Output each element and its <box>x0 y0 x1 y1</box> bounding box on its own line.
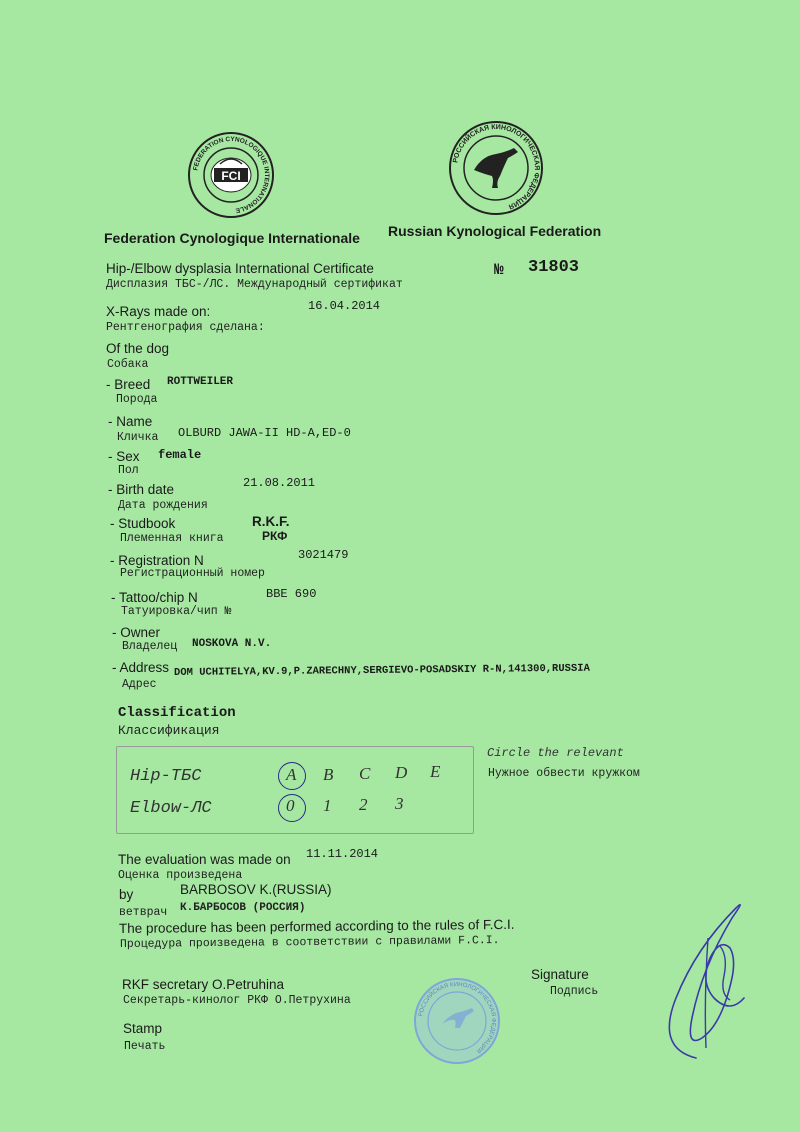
address-label-en: - Address <box>112 660 170 675</box>
birth-label-en: - Birth date <box>108 482 175 497</box>
sex-value: female <box>158 448 202 462</box>
studbook-label-en: - Studbook <box>110 516 176 531</box>
hip-grade: C <box>359 764 371 783</box>
elbow-label: Elbow-ЛС <box>130 799 212 818</box>
name-label-en: - Name <box>108 414 153 429</box>
owner-label-ru: Владелец <box>122 640 178 653</box>
instruction-ru: Нужное обвести кружком <box>488 767 640 780</box>
rkf-logo <box>446 118 546 218</box>
evaluation-date: 11.11.2014 <box>306 847 379 861</box>
certificate-number-label: № <box>494 261 504 279</box>
tattoo-value: BBE 690 <box>266 587 317 601</box>
procedure-ru: Процедура произведена в соответствии с правилами F.C.I. <box>119 934 500 951</box>
xrays-label-ru: Рентгенография сделана: <box>106 321 265 334</box>
evaluation-by-ru: ветврач <box>119 906 168 919</box>
hip-grade: D <box>395 763 408 782</box>
secretary-en: RKF secretary O.Petruhina <box>122 977 285 992</box>
signature-label-ru: Подпись <box>550 985 599 998</box>
hip-grade: E <box>430 762 441 781</box>
birth-value: 21.08.2011 <box>243 476 316 490</box>
svg-text:FCI: FCI <box>221 169 241 183</box>
dog-heading-en: Of the dog <box>106 341 170 356</box>
fci-logo <box>186 130 276 220</box>
fci-org-title: Federation Cynologique Internationale <box>104 230 360 246</box>
hip-selected-circle <box>278 762 306 790</box>
tattoo-label-ru: Татуировка/чип № <box>121 605 232 618</box>
sex-label-ru: Пол <box>118 464 139 477</box>
svg-text:РОССИЙСКАЯ КИНОЛОГИЧЕСКАЯ ФЕДЕ: РОССИЙСКАЯ КИНОЛОГИЧЕСКАЯ ФЕДЕРАЦИЯ <box>452 123 541 210</box>
tattoo-label-en: - Tattoo/chip N <box>111 590 198 605</box>
stamp-label-en: Stamp <box>123 1021 163 1036</box>
stamp-seal <box>412 976 502 1066</box>
breed-value: ROTTWEILER <box>167 376 234 388</box>
evaluation-by-en: by <box>119 887 134 902</box>
studbook-label-ru: Племенная книга <box>120 532 224 545</box>
instruction-en: Circle the relevant <box>487 746 624 760</box>
secretary-ru: Секретарь-кинолог РКФ О.Петрухина <box>123 994 351 1007</box>
certificate-title-ru: Дисплазия ТБС-/ЛС. Международный сертификат <box>106 278 403 291</box>
elbow-grade: 2 <box>359 795 368 814</box>
svg-text:РОССИЙСКАЯ КИНОЛОГИЧЕСКАЯ ФЕДЕ: РОССИЙСКАЯ КИНОЛОГИЧЕСКАЯ ФЕДЕРАЦИЯ <box>418 981 497 1054</box>
sex-label-en: - Sex <box>108 449 140 464</box>
hip-grade: B <box>323 765 334 784</box>
xrays-label-en: X-Rays made on: <box>106 304 211 319</box>
elbow-grade: 3 <box>395 794 404 813</box>
reg-value: 3021479 <box>298 548 349 562</box>
breed-label-ru: Порода <box>116 393 158 406</box>
vet-name-ru: К.БАРБОСОВ (РОССИЯ) <box>180 902 306 914</box>
handwritten-signature <box>636 888 766 1068</box>
breed-label-en: - Breed <box>106 377 151 392</box>
owner-value: NOSKOVA N.V. <box>192 638 272 650</box>
elbow-grade: 1 <box>323 796 332 815</box>
stamp-label-ru: Печать <box>124 1040 166 1053</box>
evaluation-made-on-ru: Оценка произведена <box>118 869 243 882</box>
address-value: DOM UCHITELYA,KV.9,P.ZARECHNY,SERGIEVO-POSADSKIY R-N,141300,RUSSIA <box>173 662 590 679</box>
rkf-org-title: Russian Kynological Federation <box>388 223 602 239</box>
dog-heading-ru: Собака <box>107 358 149 371</box>
studbook-value-en: R.K.F. <box>252 514 290 529</box>
name-label-ru: Кличка <box>117 431 159 444</box>
studbook-value-ru: РКФ <box>262 529 288 543</box>
certificate-title-en: Hip-/Elbow dysplasia International Certificate <box>106 261 374 276</box>
evaluation-made-on-en: The evaluation was made on <box>118 852 291 867</box>
classification-heading-en: Classification <box>118 705 236 721</box>
certificate-number: 31803 <box>528 258 580 277</box>
reg-label-ru: Регистрационный номер <box>120 567 265 580</box>
owner-label-en: - Owner <box>112 625 161 640</box>
vet-name-en: BARBOSOV K.(RUSSIA) <box>180 882 332 897</box>
procedure-en: The procedure has been performed according to the rules of F.C.I. <box>118 916 515 936</box>
svg-text:FEDERATION CYNOLOGIQUE INTERNA: FEDERATION CYNOLOGIQUE INTERNATIONALE <box>192 135 271 214</box>
hip-label: Hip-ТБС <box>130 767 202 786</box>
classification-heading-ru: Классификация <box>118 723 220 738</box>
signature-label-en: Signature <box>531 967 589 982</box>
elbow-selected-circle <box>278 794 306 822</box>
reg-label-en: - Registration N <box>110 553 204 568</box>
name-value: OLBURD JAWA-II HD-A,ED-0 <box>178 426 351 440</box>
address-label-ru: Адрес <box>122 678 157 691</box>
xrays-date: 16.04.2014 <box>308 299 381 313</box>
hip-grade: A <box>286 765 297 784</box>
birth-label-ru: Дата рождения <box>118 499 208 512</box>
elbow-grade: 0 <box>286 796 295 815</box>
